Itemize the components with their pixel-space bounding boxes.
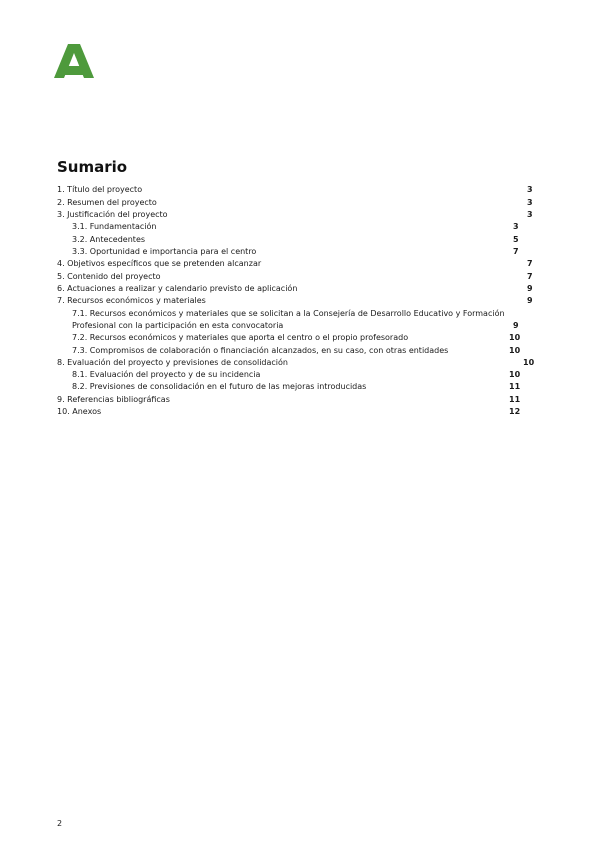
toc-page-2: 3: [527, 198, 533, 207]
toc-page-3: 3: [527, 210, 533, 219]
toc-page-10: 12: [509, 407, 521, 416]
toc-entry-8-2[interactable]: 8.2. Previsiones de consolidación en el futuro de las mejoras introducidas: [72, 382, 367, 391]
toc-entry-8[interactable]: 8. Evaluación del proyecto y previsiones de consolidación: [57, 358, 288, 367]
toc-page-7-3: 10: [509, 346, 521, 355]
toc-entry-7[interactable]: 7. Recursos económicos y materiales: [57, 296, 206, 305]
toc-page-6: 9: [527, 284, 533, 293]
toc-page-8-2: 11: [509, 382, 521, 391]
toc-entry-3-1[interactable]: 3.1. Fundamentación: [72, 222, 157, 231]
junta-andalucia-logo-icon: [54, 44, 94, 78]
toc-entry-10[interactable]: 10. Anexos: [57, 407, 102, 416]
toc-entry-9[interactable]: 9. Referencias bibliográficas: [57, 395, 170, 404]
toc-page-7: 9: [527, 296, 533, 305]
toc-entry-7-2[interactable]: 7.2. Recursos económicos y materiales que aporta el centro o el propio profesorado: [72, 333, 409, 342]
toc-entry-6[interactable]: 6. Actuaciones a realizar y calendario previsto de aplicación: [57, 284, 298, 293]
toc-page-7-1: 9: [513, 321, 519, 330]
toc-page-3-1: 3: [513, 222, 519, 231]
toc-entry-5[interactable]: 5. Contenido del proyecto: [57, 272, 161, 281]
toc-entry-3-2[interactable]: 3.2. Antecedentes: [72, 235, 146, 244]
toc-entry-3-3[interactable]: 3.3. Oportunidad e importancia para el centro: [72, 247, 257, 256]
toc-page-3-3: 7: [513, 247, 519, 256]
toc-entry-7-1[interactable]: 7.1. Recursos económicos y materiales que se solicitan a la Consejería de Desarrollo Educativo y Formación: [72, 309, 505, 318]
toc-page-3-2: 5: [513, 235, 519, 244]
toc-entry-3[interactable]: 3. Justificación del proyecto: [57, 210, 168, 219]
toc-entry-1[interactable]: 1. Título del proyecto: [57, 185, 143, 194]
toc-page-1: 3: [527, 185, 533, 194]
toc-page-9: 11: [509, 395, 521, 404]
page-number: 2: [57, 819, 63, 828]
toc-page-7-2: 10: [509, 333, 521, 342]
toc-entry-4[interactable]: 4. Objetivos específicos que se pretenden alcanzar: [57, 259, 262, 268]
toc-entry-7-1-cont[interactable]: Profesional con la participación en esta convocatoria: [72, 321, 284, 330]
toc-page-5: 7: [527, 272, 533, 281]
toc-entry-7-3[interactable]: 7.3. Compromisos de colaboración o financiación alcanzados, en su caso, con otras entidades: [72, 346, 449, 355]
document-heading: Sumario: [57, 158, 128, 176]
toc-entry-8-1[interactable]: 8.1. Evaluación del proyecto y de su incidencia: [72, 370, 261, 379]
toc-page-8: 10: [523, 358, 535, 367]
toc-page-4: 7: [527, 259, 533, 268]
toc-page-8-1: 10: [509, 370, 521, 379]
toc-entry-2[interactable]: 2. Resumen del proyecto: [57, 198, 157, 207]
